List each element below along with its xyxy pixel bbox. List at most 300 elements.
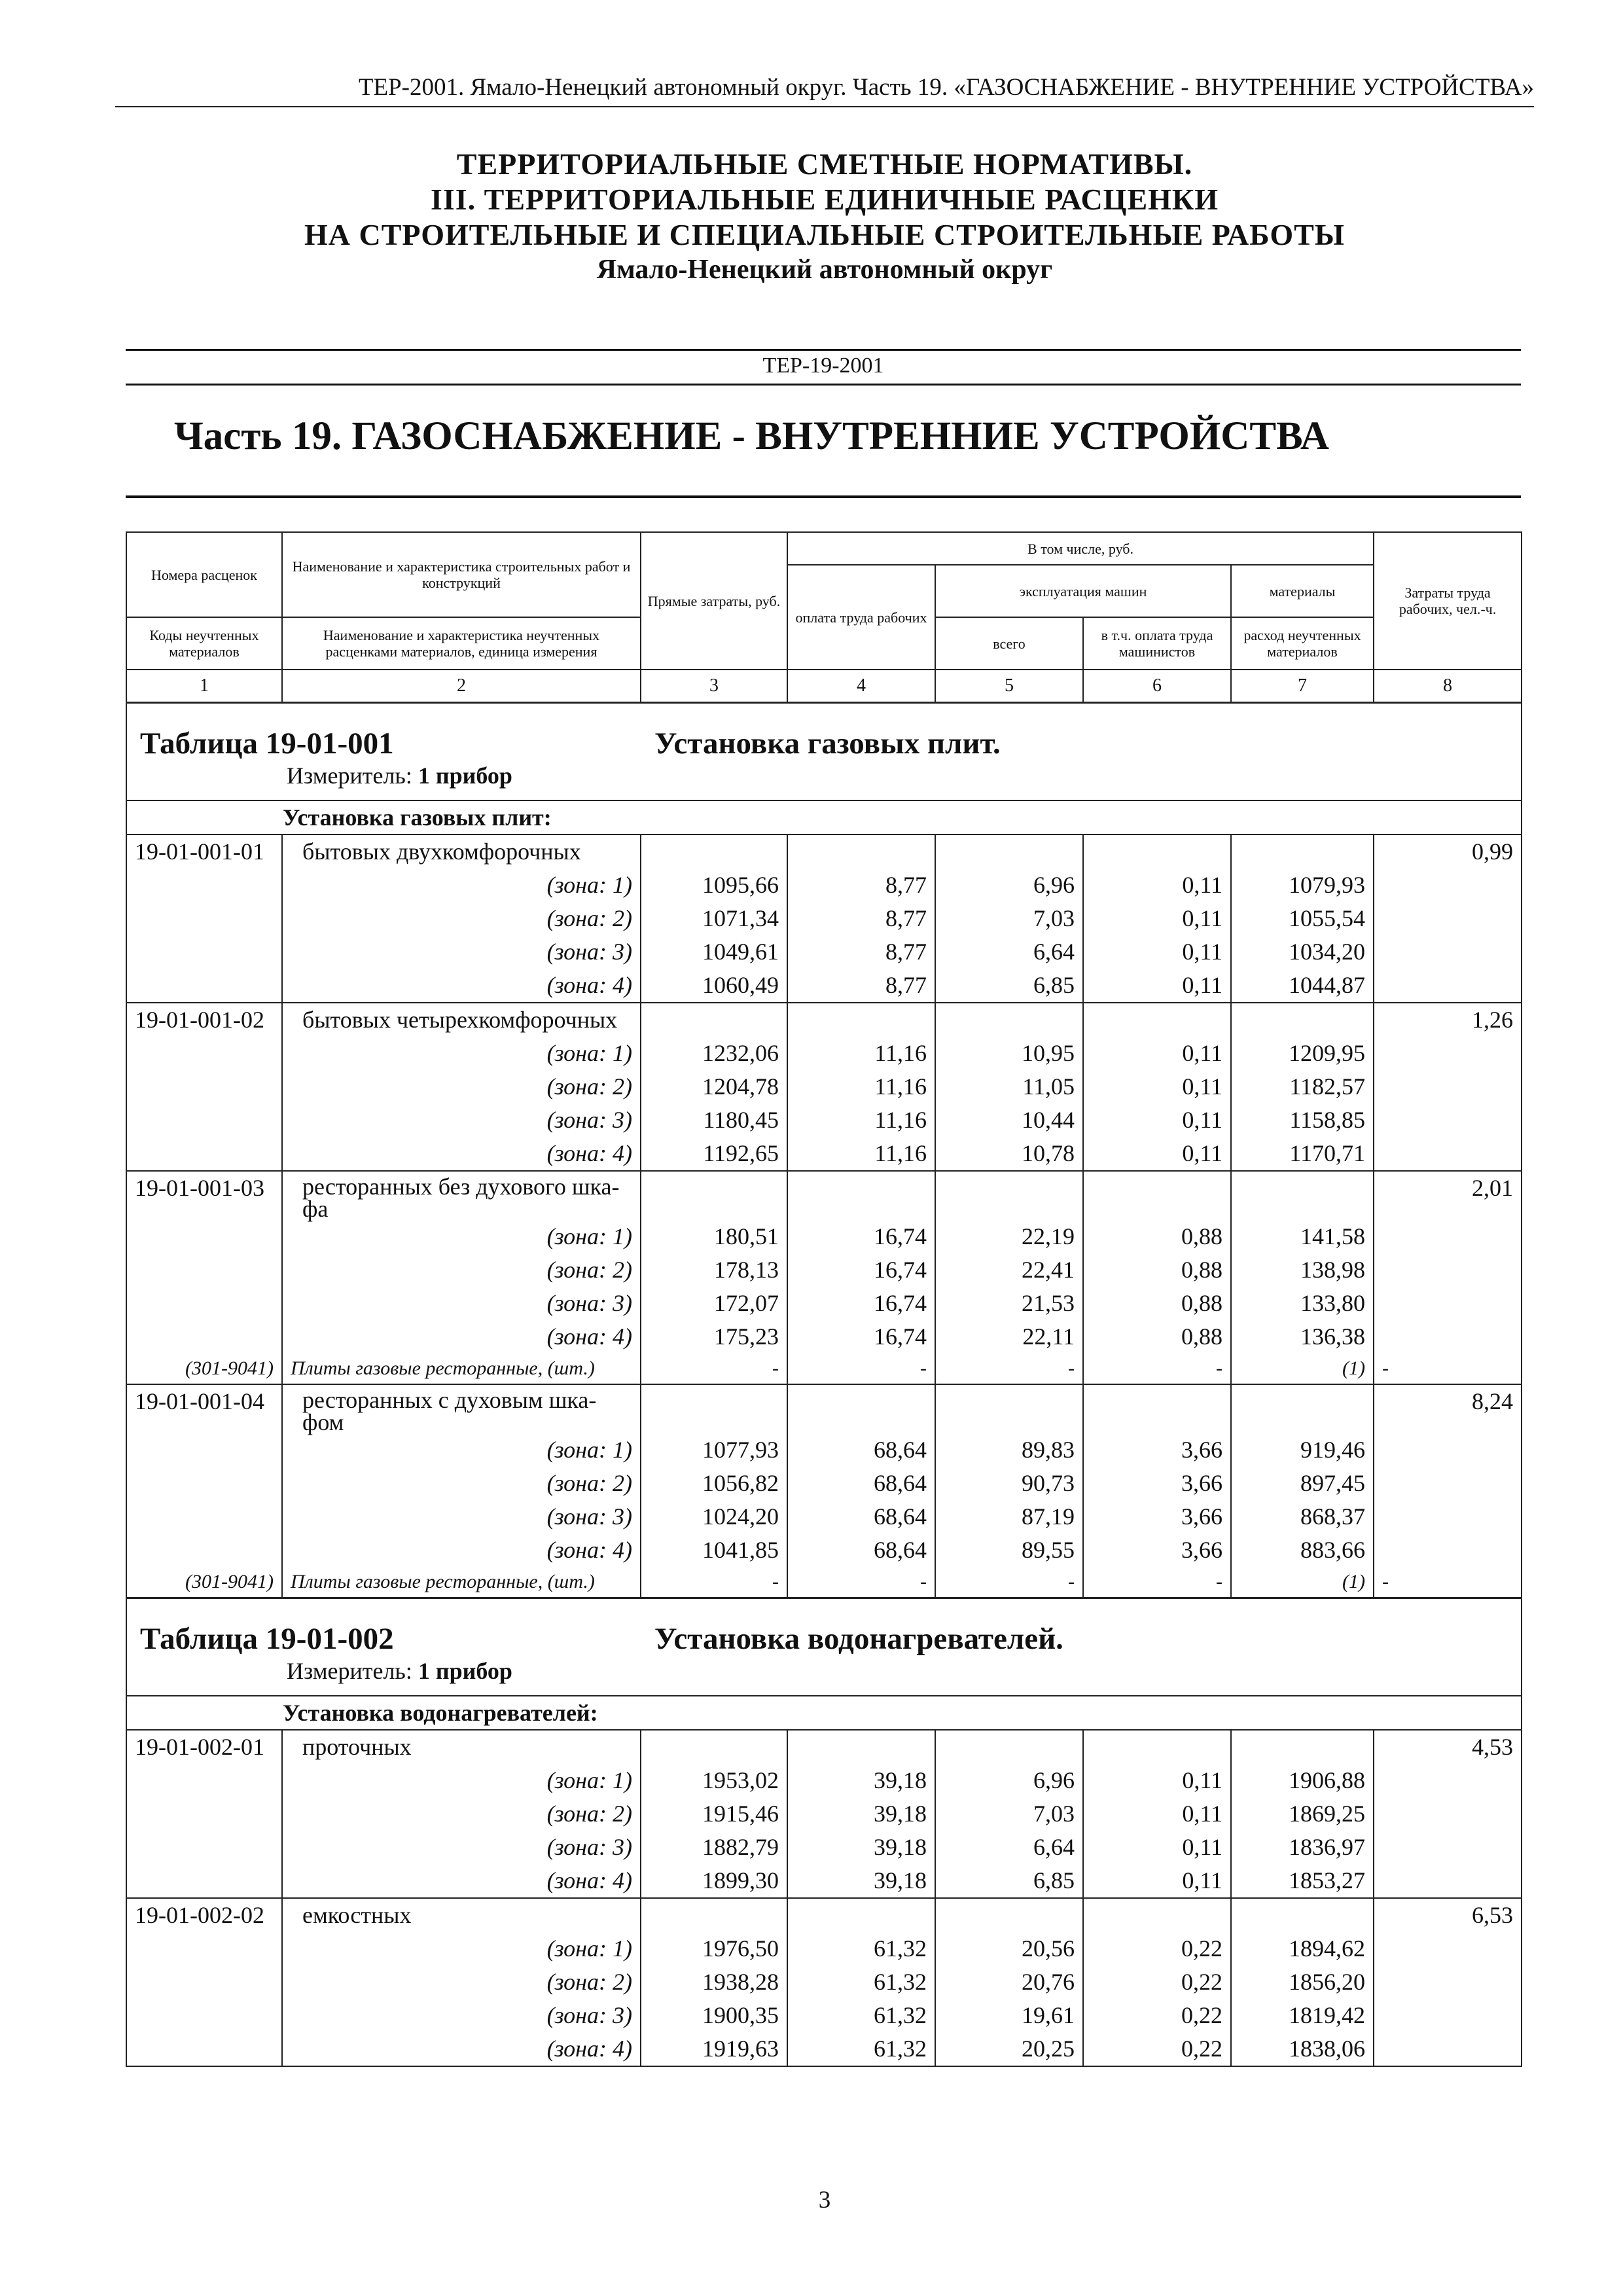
head-col2-bottom: Наименование и характеристика неучтенных расценками материалов, единица измерения — [282, 617, 641, 670]
section-title: Установка газовых плит. — [654, 726, 1001, 761]
empty-cell — [126, 1797, 282, 1831]
zone-row — [126, 935, 1522, 969]
empty-cell — [1374, 1287, 1522, 1320]
zone-row — [126, 1831, 1522, 1864]
header-rule — [115, 106, 1534, 107]
head-worker-pay: оплата труда рабочих — [787, 565, 935, 670]
title-line-4: Ямало-Ненецкий автономный округ — [596, 255, 1053, 285]
worker-pay: 11,16 — [787, 1070, 935, 1103]
rate-name — [282, 834, 641, 869]
empty-cell — [126, 1965, 282, 1999]
machines-total: 22,11 — [935, 1320, 1083, 1354]
rate-row — [126, 1730, 1522, 1764]
empty-cell — [126, 869, 282, 902]
col-number: 4 — [787, 670, 935, 703]
materials-cost: 883,66 — [1231, 1534, 1374, 1567]
machines-total: 6,85 — [935, 1864, 1083, 1898]
rate-code: 19-01-002-02 — [126, 1898, 282, 1932]
rate-name — [282, 1003, 641, 1037]
head-col2-top: Наименование и характеристика строительных работ и конструкций — [282, 532, 641, 617]
zone-row — [126, 1534, 1522, 1567]
operator-pay: 0,11 — [1083, 1137, 1231, 1171]
material-value: - — [1083, 1567, 1231, 1598]
operator-pay: 0,11 — [1083, 969, 1231, 1003]
operator-pay: 0,22 — [1083, 1965, 1231, 1999]
empty-cell — [126, 1253, 282, 1287]
material-value: - — [641, 1567, 787, 1598]
worker-pay: 68,64 — [787, 1500, 935, 1534]
empty-cell — [1231, 1171, 1374, 1220]
zone-label: (зона: 4) — [282, 1534, 641, 1567]
direct-cost: 1071,34 — [641, 902, 787, 935]
zone-label: (зона: 3) — [282, 1500, 641, 1534]
empty-cell — [126, 1070, 282, 1103]
empty-cell — [1374, 1467, 1522, 1500]
empty-cell — [126, 1103, 282, 1137]
worker-pay: 16,74 — [787, 1220, 935, 1253]
operator-pay: 0,88 — [1083, 1287, 1231, 1320]
worker-pay: 61,32 — [787, 1999, 935, 2032]
title-line-3: НА СТРОИТЕЛЬНЫЕ И СПЕЦИАЛЬНЫЕ СТРОИТЕЛЬНЫЕ РАБОТЫ — [304, 218, 1345, 251]
direct-cost: 1049,61 — [641, 935, 787, 969]
empty-cell — [935, 1898, 1083, 1932]
col-number: 1 — [126, 670, 282, 703]
zone-row — [126, 1965, 1522, 1999]
section-heading — [126, 703, 1522, 801]
rate-name — [282, 1898, 641, 1932]
worker-pay: 68,64 — [787, 1433, 935, 1467]
direct-cost: 1953,02 — [641, 1764, 787, 1797]
rate-name-text: бытовых четырехкомфорочных — [302, 1007, 618, 1033]
direct-cost: 1882,79 — [641, 1831, 787, 1864]
empty-cell — [787, 1730, 935, 1764]
material-value: (1) — [1231, 1567, 1374, 1598]
zone-label: (зона: 3) — [282, 1831, 641, 1864]
empty-cell — [1374, 902, 1522, 935]
direct-cost: 1056,82 — [641, 1467, 787, 1500]
worker-pay: 39,18 — [787, 1864, 935, 1898]
machines-total: 22,41 — [935, 1253, 1083, 1287]
material-value: - — [935, 1354, 1083, 1384]
operator-pay: 3,66 — [1083, 1467, 1231, 1500]
section-table-label: Таблица 19-01-001 — [140, 726, 394, 761]
worker-pay: 16,74 — [787, 1287, 935, 1320]
operator-pay: 0,11 — [1083, 1831, 1231, 1864]
subheading-row — [126, 800, 1522, 834]
col-number: 3 — [641, 670, 787, 703]
zone-label: (зона: 2) — [282, 1253, 641, 1287]
labor-hours: 1,26 — [1374, 1003, 1522, 1037]
empty-cell — [1231, 1730, 1374, 1764]
zone-label: (зона: 3) — [282, 935, 641, 969]
materials-cost: 897,45 — [1231, 1467, 1374, 1500]
direct-cost: 1900,35 — [641, 1999, 787, 2032]
section-measure — [140, 1656, 1508, 1686]
empty-cell — [1083, 1171, 1231, 1220]
direct-cost: 175,23 — [641, 1320, 787, 1354]
zone-label: (зона: 1) — [282, 1220, 641, 1253]
empty-cell — [126, 969, 282, 1003]
head-including: В том числе, руб. — [787, 532, 1374, 565]
empty-cell — [1374, 1433, 1522, 1467]
operator-pay: 3,66 — [1083, 1500, 1231, 1534]
zone-label: (зона: 3) — [282, 1103, 641, 1137]
empty-cell — [126, 1764, 282, 1797]
code-rule-top — [126, 349, 1521, 351]
direct-cost: 1180,45 — [641, 1103, 787, 1137]
rate-name-line-1: ресторанных без духового шка- — [302, 1174, 620, 1200]
empty-cell — [641, 1171, 787, 1220]
measure-label: Измеритель: — [287, 1658, 412, 1684]
title-line-1: ТЕРРИТОРИАЛЬНЫЕ СМЕТНЫЕ НОРМАТИВЫ. — [456, 147, 1193, 181]
empty-cell — [935, 1003, 1083, 1037]
rate-code: 19-01-002-01 — [126, 1730, 282, 1764]
empty-cell — [1374, 1070, 1522, 1103]
head-col1-bottom: Коды неучтенных материалов — [126, 617, 282, 670]
rate-row — [126, 1171, 1522, 1220]
zone-row — [126, 969, 1522, 1003]
worker-pay: 61,32 — [787, 2032, 935, 2066]
direct-cost: 178,13 — [641, 1253, 787, 1287]
zone-row — [126, 869, 1522, 902]
machines-total: 19,61 — [935, 1999, 1083, 2032]
operator-pay: 0,11 — [1083, 1864, 1231, 1898]
machines-total: 21,53 — [935, 1287, 1083, 1320]
empty-cell — [1374, 1932, 1522, 1965]
empty-cell — [1374, 1999, 1522, 2032]
rate-name — [282, 1171, 641, 1220]
machines-total: 10,78 — [935, 1137, 1083, 1171]
materials-cost: 1853,27 — [1231, 1864, 1374, 1898]
zone-label: (зона: 4) — [282, 2032, 641, 2066]
col-number: 2 — [282, 670, 641, 703]
zone-row — [126, 1103, 1522, 1137]
direct-cost: 1204,78 — [641, 1070, 787, 1103]
zone-label: (зона: 2) — [282, 1797, 641, 1831]
materials-cost: 919,46 — [1231, 1433, 1374, 1467]
materials-cost: 1044,87 — [1231, 969, 1374, 1003]
zone-label: (зона: 1) — [282, 1433, 641, 1467]
rate-name — [282, 1384, 641, 1433]
zone-row — [126, 1433, 1522, 1467]
rate-name-line-1: ресторанных с духовым шка- — [302, 1387, 597, 1413]
rate-name-text: проточных — [302, 1734, 412, 1760]
empty-cell — [1374, 1320, 1522, 1354]
document-code: ТЕР-19-2001 — [762, 353, 884, 378]
part-title: Часть 19. ГАЗОСНАБЖЕНИЕ - ВНУТРЕННИЕ УСТРОЙСТВА — [174, 414, 1329, 458]
zone-label: (зона: 3) — [282, 1287, 641, 1320]
worker-pay: 16,74 — [787, 1253, 935, 1287]
table-body — [126, 703, 1522, 2067]
material-value: - — [935, 1567, 1083, 1598]
rate-row — [126, 1898, 1522, 1932]
zone-row — [126, 1797, 1522, 1831]
material-value: - — [787, 1567, 935, 1598]
measure-value: 1 прибор — [418, 762, 512, 789]
material-name: Плиты газовые ресторанные, (шт.) — [282, 1567, 641, 1598]
zone-row — [126, 1287, 1522, 1320]
materials-cost: 1158,85 — [1231, 1103, 1374, 1137]
head-labor-hours: Затраты труда рабочих, чел.-ч. — [1374, 532, 1522, 670]
worker-pay: 8,77 — [787, 935, 935, 969]
empty-cell — [1083, 834, 1231, 869]
machines-total: 90,73 — [935, 1467, 1083, 1500]
rate-name-line-2: фа — [302, 1196, 329, 1222]
operator-pay: 0,11 — [1083, 935, 1231, 969]
head-direct-costs: Прямые затраты, руб. — [641, 532, 787, 670]
labor-hours: 2,01 — [1374, 1171, 1522, 1220]
section-heading-line — [140, 727, 1508, 761]
zone-row — [126, 1932, 1522, 1965]
zone-label: (зона: 4) — [282, 1320, 641, 1354]
empty-cell — [1374, 1965, 1522, 1999]
empty-cell — [1231, 834, 1374, 869]
subheading-row — [126, 1696, 1522, 1730]
materials-cost: 1836,97 — [1231, 1831, 1374, 1864]
rate-code: 19-01-001-02 — [126, 1003, 282, 1037]
empty-cell — [1374, 1831, 1522, 1864]
machines-total: 11,05 — [935, 1070, 1083, 1103]
machines-total: 89,83 — [935, 1433, 1083, 1467]
code-rule-bottom — [126, 384, 1521, 386]
machines-total: 6,64 — [935, 1831, 1083, 1864]
section-heading — [126, 1598, 1522, 1696]
zone-label: (зона: 2) — [282, 1467, 641, 1500]
material-row — [126, 1354, 1522, 1384]
empty-cell — [126, 1433, 282, 1467]
direct-cost: 1192,65 — [641, 1137, 787, 1171]
direct-cost: 1077,93 — [641, 1433, 787, 1467]
empty-cell — [1374, 1037, 1522, 1070]
direct-cost: 1060,49 — [641, 969, 787, 1003]
labor-hours: 6,53 — [1374, 1898, 1522, 1932]
empty-cell — [1231, 1898, 1374, 1932]
worker-pay: 16,74 — [787, 1320, 935, 1354]
machines-total: 20,25 — [935, 2032, 1083, 2066]
title-block — [115, 147, 1534, 287]
materials-cost: 1819,42 — [1231, 1999, 1374, 2032]
operator-pay: 0,22 — [1083, 2032, 1231, 2066]
operator-pay: 0,22 — [1083, 1999, 1231, 2032]
page-number: 3 — [818, 2187, 831, 2214]
zone-label: (зона: 4) — [282, 969, 641, 1003]
material-row — [126, 1567, 1522, 1598]
col-number: 5 — [935, 670, 1083, 703]
machines-total: 20,56 — [935, 1932, 1083, 1965]
empty-cell — [126, 1831, 282, 1864]
operator-pay: 0,11 — [1083, 869, 1231, 902]
materials-cost: 1906,88 — [1231, 1764, 1374, 1797]
col-number: 6 — [1083, 670, 1231, 703]
zone-label: (зона: 1) — [282, 869, 641, 902]
section-heading-row — [126, 703, 1522, 801]
empty-cell — [641, 1003, 787, 1037]
empty-cell — [1374, 2032, 1522, 2066]
head-operator-pay: в т.ч. оплата труда машинистов — [1083, 617, 1231, 670]
head-machines-total: всего — [935, 617, 1083, 670]
machines-total: 6,96 — [935, 1764, 1083, 1797]
worker-pay: 68,64 — [787, 1534, 935, 1567]
zone-row — [126, 1070, 1522, 1103]
materials-cost: 138,98 — [1231, 1253, 1374, 1287]
empty-cell — [787, 1003, 935, 1037]
operator-pay: 0,11 — [1083, 1797, 1231, 1831]
measure-value: 1 прибор — [418, 1658, 512, 1684]
empty-cell — [1374, 1253, 1522, 1287]
empty-cell — [1374, 1220, 1522, 1253]
machines-total: 7,03 — [935, 902, 1083, 935]
operator-pay: 0,11 — [1083, 1764, 1231, 1797]
measure-label: Измеритель: — [287, 762, 412, 789]
rate-name — [282, 1730, 641, 1764]
materials-cost: 133,80 — [1231, 1287, 1374, 1320]
labor-hours: 8,24 — [1374, 1384, 1522, 1433]
materials-cost: 1869,25 — [1231, 1797, 1374, 1831]
direct-cost: 1938,28 — [641, 1965, 787, 1999]
operator-pay: 3,66 — [1083, 1534, 1231, 1567]
empty-cell — [641, 834, 787, 869]
rate-name-text: емкостных — [302, 1902, 412, 1928]
direct-cost: 1915,46 — [641, 1797, 787, 1831]
empty-cell — [126, 2032, 282, 2066]
zone-label: (зона: 2) — [282, 1965, 641, 1999]
empty-cell — [126, 1534, 282, 1567]
empty-cell — [126, 1037, 282, 1070]
rate-row — [126, 1384, 1522, 1433]
section-title: Установка водонагревателей. — [654, 1622, 1063, 1656]
empty-cell — [1231, 1384, 1374, 1433]
direct-cost: 1232,06 — [641, 1037, 787, 1070]
machines-total: 7,03 — [935, 1797, 1083, 1831]
material-labor: - — [1374, 1567, 1522, 1598]
empty-cell — [935, 1384, 1083, 1433]
materials-cost: 141,58 — [1231, 1220, 1374, 1253]
empty-cell — [1083, 1003, 1231, 1037]
empty-cell — [1374, 1534, 1522, 1567]
materials-cost: 1838,06 — [1231, 2032, 1374, 2066]
material-code: (301-9041) — [126, 1567, 282, 1598]
rate-code: 19-01-001-04 — [126, 1384, 282, 1433]
empty-cell — [126, 902, 282, 935]
head-unaccounted-materials: расход неучтенных материалов — [1231, 617, 1374, 670]
empty-cell — [1083, 1730, 1231, 1764]
zone-row — [126, 1137, 1522, 1171]
section-measure — [140, 761, 1508, 791]
materials-cost: 136,38 — [1231, 1320, 1374, 1354]
machines-total: 6,64 — [935, 935, 1083, 969]
materials-cost: 1170,71 — [1231, 1137, 1374, 1171]
machines-total: 10,44 — [935, 1103, 1083, 1137]
empty-cell — [126, 1999, 282, 2032]
empty-cell — [1374, 1500, 1522, 1534]
zone-label: (зона: 3) — [282, 1999, 641, 2032]
rate-row — [126, 1003, 1522, 1037]
zone-row — [126, 1864, 1522, 1898]
section-heading-line — [140, 1623, 1508, 1656]
zone-row — [126, 1253, 1522, 1287]
head-machines: эксплуатация машин — [935, 565, 1231, 617]
direct-cost: 1024,20 — [641, 1500, 787, 1534]
empty-cell — [787, 1898, 935, 1932]
running-header: ТЕР-2001. Ямало-Ненецкий автономный округ. Часть 19. «ГАЗОСНАБЖЕНИЕ - ВНУТРЕННИЕ УСТРОЙСТВА» — [358, 74, 1534, 101]
worker-pay: 61,32 — [787, 1932, 935, 1965]
material-value: - — [641, 1354, 787, 1384]
empty-cell — [787, 1384, 935, 1433]
direct-cost: 180,51 — [641, 1220, 787, 1253]
head-materials: материалы — [1231, 565, 1374, 617]
direct-cost: 1041,85 — [641, 1534, 787, 1567]
empty-cell — [126, 1864, 282, 1898]
section-heading-row — [126, 1598, 1522, 1696]
direct-cost: 1919,63 — [641, 2032, 787, 2066]
zone-row — [126, 1764, 1522, 1797]
empty-cell — [126, 1220, 282, 1253]
rate-name-line-2: фом — [302, 1409, 344, 1435]
zone-row — [126, 1467, 1522, 1500]
materials-cost: 1182,57 — [1231, 1070, 1374, 1103]
empty-cell — [126, 935, 282, 969]
operator-pay: 0,11 — [1083, 1103, 1231, 1137]
worker-pay: 11,16 — [787, 1037, 935, 1070]
empty-cell — [641, 1384, 787, 1433]
labor-hours: 4,53 — [1374, 1730, 1522, 1764]
empty-cell — [126, 1500, 282, 1534]
empty-cell — [935, 834, 1083, 869]
col-number: 7 — [1231, 670, 1374, 703]
operator-pay: 0,88 — [1083, 1253, 1231, 1287]
worker-pay: 8,77 — [787, 869, 935, 902]
empty-cell — [1231, 1003, 1374, 1037]
operator-pay: 0,11 — [1083, 1070, 1231, 1103]
worker-pay: 39,18 — [787, 1797, 935, 1831]
operator-pay: 3,66 — [1083, 1433, 1231, 1467]
material-code: (301-9041) — [126, 1354, 282, 1384]
empty-cell — [1374, 1797, 1522, 1831]
worker-pay: 11,16 — [787, 1137, 935, 1171]
zone-label: (зона: 1) — [282, 1037, 641, 1070]
rate-name-text: бытовых двухкомфорочных — [302, 838, 581, 865]
empty-cell — [126, 1320, 282, 1354]
rate-code: 19-01-001-01 — [126, 834, 282, 869]
operator-pay: 0,88 — [1083, 1320, 1231, 1354]
materials-cost: 1894,62 — [1231, 1932, 1374, 1965]
zone-row — [126, 1500, 1522, 1534]
empty-cell — [126, 1932, 282, 1965]
empty-cell — [1374, 1103, 1522, 1137]
col-number: 8 — [1374, 670, 1522, 703]
empty-cell — [935, 1730, 1083, 1764]
empty-cell — [126, 1467, 282, 1500]
materials-cost: 1856,20 — [1231, 1965, 1374, 1999]
empty-cell — [1374, 869, 1522, 902]
empty-cell — [1374, 969, 1522, 1003]
operator-pay: 0,11 — [1083, 902, 1231, 935]
empty-cell — [787, 1171, 935, 1220]
worker-pay: 61,32 — [787, 1965, 935, 1999]
operator-pay: 0,11 — [1083, 1037, 1231, 1070]
machines-total: 89,55 — [935, 1534, 1083, 1567]
direct-cost: 1899,30 — [641, 1864, 787, 1898]
worker-pay: 8,77 — [787, 969, 935, 1003]
labor-hours: 0,99 — [1374, 834, 1522, 869]
material-value: - — [1083, 1354, 1231, 1384]
direct-cost: 1095,66 — [641, 869, 787, 902]
zone-row — [126, 1999, 1522, 2032]
section-subheading: Установка газовых плит: — [126, 800, 1522, 834]
section-subheading: Установка водонагревателей: — [126, 1696, 1522, 1730]
machines-total: 20,76 — [935, 1965, 1083, 1999]
empty-cell — [1374, 1864, 1522, 1898]
